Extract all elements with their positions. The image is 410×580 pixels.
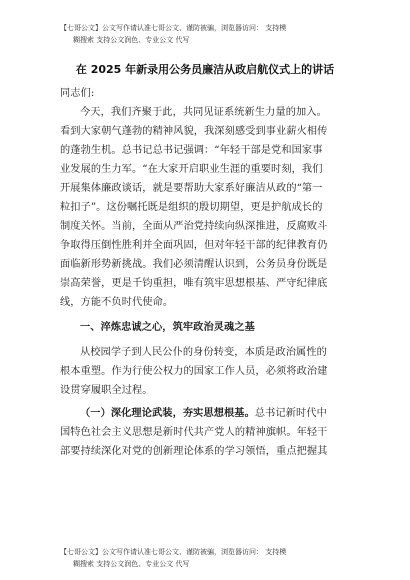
body-line: 部要持续深化对党的创新理论体系的学习领悟，重点把握其: [60, 446, 328, 457]
header-line-1: 【七哥公文】公文写作请认准七哥公文、谨防被骗，浏览器访问： 支持模: [60, 24, 287, 32]
page-header: [60, 22, 360, 46]
header-line-2: 糊搜索 支持公文润色、专业公文 代写: [73, 36, 190, 44]
body-line: 制度关怀。当前，全面从严治党持续向纵深推进，反腐败斗: [60, 221, 328, 232]
body-line: 从校园学子到人民公仆的身份转变，本质是政治属性的: [80, 347, 327, 358]
body-line: 争取得压倒性胜利并全面巩固，但对年轻干部的纪律教育仍: [60, 240, 328, 251]
body-line: 国特色社会主义思想是新时代共产党人的精神旗帜。年轻干: [60, 427, 328, 438]
body-line: 的蓬勃生机。总书记总书记强调：“年轻干部是党和国家事: [60, 145, 323, 156]
body-line: 业发展的生力军。“在大家开启职业生涯的重要时刻，我们: [60, 164, 323, 175]
body-line: 开展集体廉政谈话，就是要帮助大家系好廉洁从政的“第一: [60, 183, 323, 194]
greeting: 同志们:: [60, 88, 95, 99]
body-line: 今天，我们齐聚于此，共同见证系统新生力量的加入。: [80, 107, 327, 118]
footer-line-1: 【七哥公文】公文写作请认准七哥公文、谨防被骗，浏览器访问： 支持模: [60, 548, 287, 556]
subsection-heading: （一）深化理论武装，夯实思想根基。: [80, 407, 255, 419]
body-line: 看到大家朝气蓬勃的精神风貌，我深刻感受到事业薪火相传: [60, 126, 328, 137]
body-text: 总书记新时代中: [254, 408, 327, 419]
body-line: 设贯穿履职全过程。: [60, 385, 153, 396]
page-footer: [60, 546, 360, 570]
body-line: 面临新形势新挑战。我们必须清醒认识到，公务员身份既是: [60, 259, 328, 270]
document-title: 在 2025 年新录用公务员廉洁从政启航仪式上的讲话: [75, 63, 335, 76]
body-line: 崇高荣誉，更是千钧重担，唯有筑牢思想根基、严守纪律底: [60, 278, 328, 289]
footer-line-2: 糊搜索 支持公文润色、专业公文 代写: [73, 560, 190, 568]
body-line: 根本重塑。作为行使公权力的国家工作人员，必须将政治建: [60, 366, 328, 377]
body-line: 粒扣子”。这份嘱托既是组织的殷切期望，更是护航成长的: [60, 202, 323, 213]
section-heading: 一、淬炼忠诚之心，筑牢政治灵魂之基: [80, 322, 255, 333]
body-line: 线，方能不负时代使命。: [60, 297, 174, 308]
document-body: [60, 84, 360, 461]
subsection-line: [60, 404, 360, 423]
